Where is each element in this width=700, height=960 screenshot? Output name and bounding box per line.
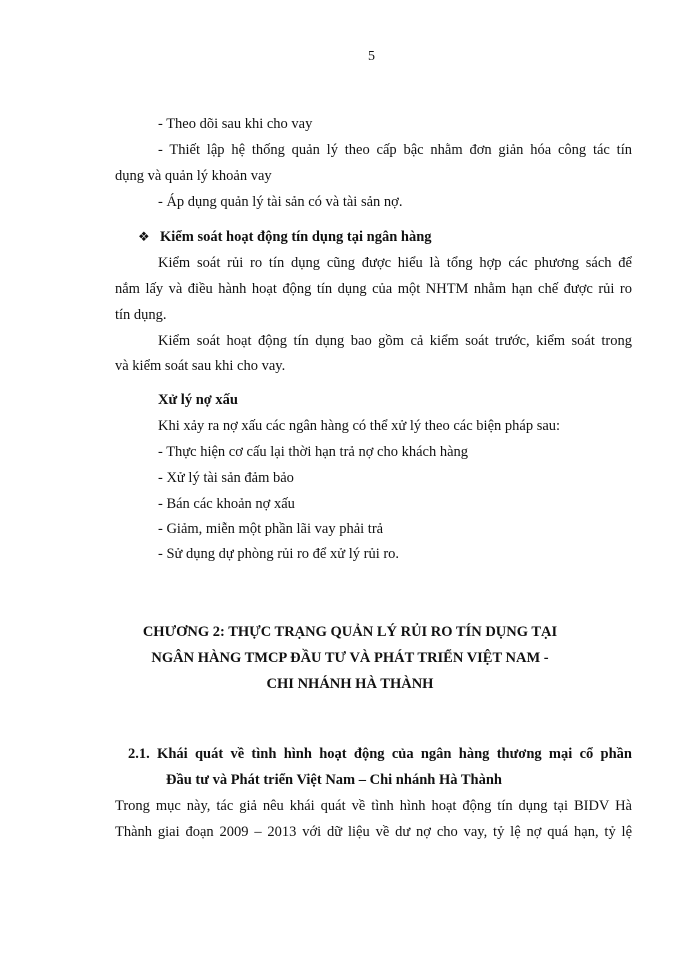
paragraph-line: Kiểm soát rủi ro tín dụng cũng được hiểu là tổng hợp các phương sách để: [158, 255, 632, 271]
section-2-1-heading-continued: Đầu tư và Phát triển Việt Nam – Chi nhánh Hà Thành: [166, 772, 502, 788]
paragraph-line: Trong mục này, tác giả nêu khái quát về tình hình hoạt động tín dụng tại BIDV Hà: [115, 798, 632, 814]
section-heading-control: Kiểm soát hoạt động tín dụng tại ngân hàng: [160, 229, 432, 245]
section-2-1-heading: 2.1. Khái quát về tình hình hoạt động của ngân hàng thương mại cổ phần: [128, 746, 632, 762]
list-item: - Thực hiện cơ cấu lại thời hạn trả nợ cho khách hàng: [158, 444, 469, 460]
paragraph-line: Khi xảy ra nợ xấu các ngân hàng có thể xử lý theo các biện pháp sau:: [158, 418, 561, 434]
list-item: - Xử lý tài sản đảm bảo: [158, 470, 294, 486]
paragraph-line: Thành giai đoạn 2009 – 2013 với dữ liệu về dư nợ cho vay, tỷ lệ nợ quá hạn, tỷ lệ: [115, 824, 632, 840]
bullet-line: - Áp dụng quản lý tài sản có và tài sản nợ.: [158, 194, 403, 210]
chapter-title-line: NGÂN HÀNG TMCP ĐẦU TƯ VÀ PHÁT TRIỂN VIỆT NAM -: [151, 650, 549, 666]
bullet-line-continued: dụng và quản lý khoản vay: [115, 168, 272, 184]
page-number: 5: [368, 49, 375, 64]
chapter-title-line: CHƯƠNG 2: THỰC TRẠNG QUẢN LÝ RỦI RO TÍN DỤNG TẠI: [142, 624, 558, 640]
chapter-title-line: CHI NHÁNH HÀ THÀNH: [266, 676, 434, 692]
diamond-bullet-icon: ❖: [138, 229, 150, 244]
paragraph-line: nắm lấy và điều hành hoạt động tín dụng của một NHTM nhằm hạn chế được rủi ro: [115, 281, 632, 297]
paragraph-line: và kiểm soát sau khi cho vay.: [115, 358, 286, 374]
section-heading-bad-debt: Xử lý nợ xấu: [158, 392, 238, 408]
paragraph-line: Kiểm soát hoạt động tín dụng bao gồm cả kiểm soát trước, kiểm soát trong: [158, 333, 632, 349]
list-item: - Giảm, miễn một phần lãi vay phải trả: [158, 521, 384, 537]
list-item: - Bán các khoản nợ xấu: [158, 496, 295, 512]
bullet-line: - Theo dõi sau khi cho vay: [158, 116, 313, 132]
paragraph-line: tín dụng.: [115, 307, 167, 323]
bullet-line: - Thiết lập hệ thống quản lý theo cấp bậc nhằm đơn giản hóa công tác tín: [158, 142, 632, 158]
list-item: - Sử dụng dự phòng rủi ro để xử lý rủi ro.: [158, 546, 400, 562]
